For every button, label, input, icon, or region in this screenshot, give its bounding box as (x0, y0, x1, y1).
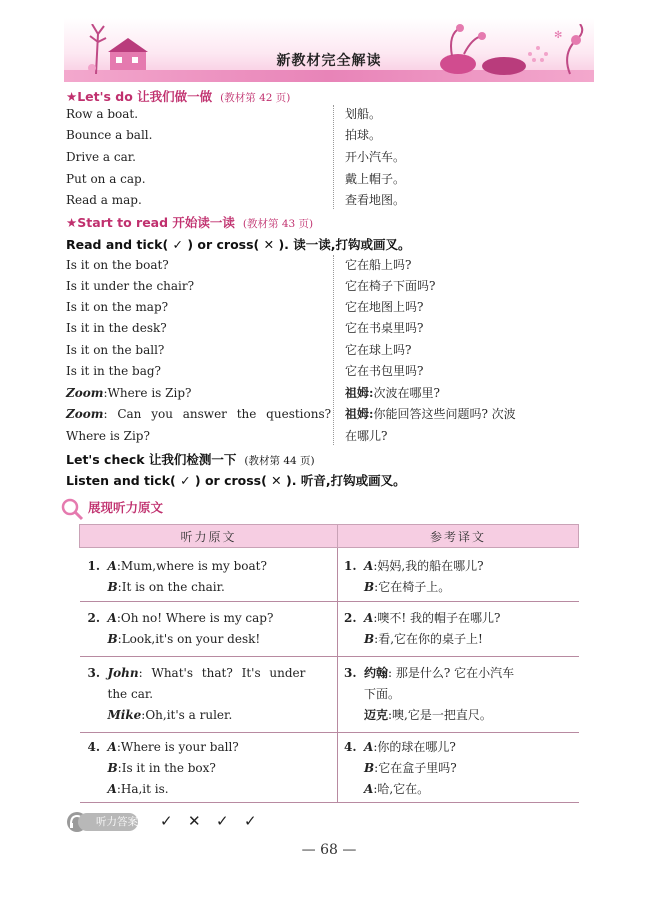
star-icon: ★ (66, 215, 78, 230)
question-cn: 它在书包里吗? (345, 364, 424, 378)
answer-mark: ✕ (188, 812, 201, 830)
section-lets-check-heading (66, 450, 315, 468)
zoom-line-2-cn-cont: 在哪儿? (345, 429, 388, 443)
phrase-cn: 查看地图。 (345, 193, 406, 207)
question-en: Is it on the boat? (66, 258, 169, 272)
phrase-cn: 拍球。 (345, 128, 382, 142)
question-en: Is it on the map? (66, 300, 169, 314)
question-cn: 它在书桌里吗? (345, 321, 424, 335)
question-cn: 它在地图上吗? (345, 300, 424, 314)
phrase-cn: 开小汽车。 (345, 150, 406, 164)
page-header-title: 新教材完全解读 (276, 53, 382, 69)
question-en: Is it on the ball? (66, 343, 165, 357)
zoom-line-2-en: Zoom: Can you answer the questions? (66, 407, 332, 421)
answer-mark: ✓ (216, 812, 229, 830)
phrase-en: Bounce a ball. (66, 128, 153, 142)
answer-marks (160, 812, 272, 830)
question-cn: 它在船上吗? (345, 258, 412, 272)
zoom-line-2-en-cont: Where is Zip? (66, 429, 150, 443)
phrase-en: Put on a cap. (66, 172, 146, 186)
svg-text:✻: ✻ (554, 30, 563, 41)
table-row: 4. A:Where is your ball? B:Is it in the box? A:Ha,it is. 4. A:你的球在哪儿? B:它在盒子里吗? A:哈,它在。 (80, 733, 579, 803)
magnifier-icon (60, 497, 84, 521)
question-en: Is it in the desk? (66, 321, 167, 335)
zoom-line-2-cn: 祖姆:你能回答这些问题吗? 次波 (345, 407, 516, 421)
phrase-en: Drive a car. (66, 150, 136, 164)
question-cn: 它在球上吗? (345, 343, 412, 357)
question-cn: 它在椅子下面吗? (345, 279, 436, 293)
phrase-cn: 划船。 (345, 107, 382, 121)
section-title: Let's check 让我们检测一下 (66, 452, 237, 467)
phrase-en: Row a boat. (66, 107, 139, 121)
star-icon: ★ (66, 89, 78, 104)
column-header-original: 听力原文 (80, 525, 338, 548)
column-divider (333, 255, 334, 445)
textbook-page-ref: (教材第 42 页) (220, 92, 291, 104)
column-divider (333, 105, 334, 209)
listen-instruction: Listen and tick( ✓ ) or cross( ✕ ). 听音,打钩或画叉。 (66, 473, 406, 488)
answer-mark: ✓ (244, 812, 257, 830)
zoom-line-1-en: Zoom:Where is Zip? (66, 386, 192, 400)
column-header-translation: 参考译文 (338, 525, 579, 548)
phrase-cn: 戴上帽子。 (345, 172, 406, 186)
table-row: 2. A:Oh no! Where is my cap? B:Look,it's on your desk! 2. A:噢不! 我的帽子在哪儿? B:看,它在你的桌子上! (80, 602, 579, 657)
textbook-page-ref: (教材第 44 页) (244, 455, 315, 467)
section-start-to-read-heading (66, 213, 313, 231)
zoom-line-1-cn: 祖姆:次波在哪里? (345, 386, 440, 400)
table-row: 1. A:Mum,where is my boat? B:It is on the chair. 1. A:妈妈,我的船在哪儿? B:它在椅子上。 (80, 548, 579, 602)
read-instruction: Read and tick( ✓ ) or cross( ✕ ). 读一读,打钩或画叉。 (66, 237, 411, 252)
section-title: Start to read 开始读一读 (77, 215, 235, 230)
transcript-heading: 展现听力原文 (88, 500, 164, 515)
page-number: — 68 — (301, 842, 357, 858)
section-title: Let's do 让我们做一做 (77, 89, 213, 104)
textbook-page-ref: (教材第 43 页) (242, 218, 314, 230)
table-row: 3. John: What's that? It's under the car. Mike:Oh,it's a ruler. 3. 约翰: 那是什么? 它在小汽车 下面。 迈克:噢,它是一把直尺。 (80, 657, 579, 733)
question-en: Is it under the chair? (66, 279, 195, 293)
transcript-table (79, 524, 579, 803)
answer-label: 听力答案 (78, 813, 138, 831)
phrase-en: Read a map. (66, 193, 142, 207)
section-lets-do-heading (66, 87, 290, 105)
answer-mark: ✓ (160, 812, 173, 830)
question-en: Is it in the bag? (66, 364, 161, 378)
